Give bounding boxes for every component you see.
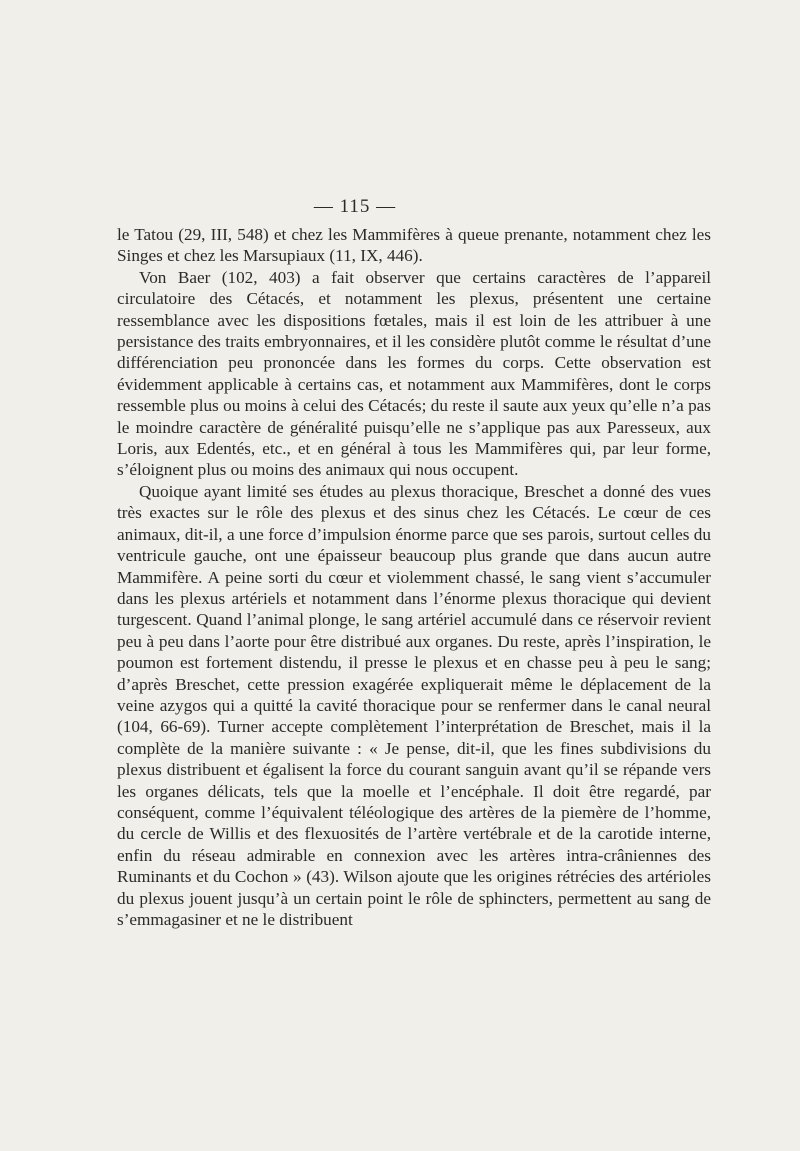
paragraph-von-baer: Von Baer (102, 403) a fait observer que certains caractères de l’appareil circulatoire des Cétacés, et notamment les plexus, présentent une certaine ressemblance avec les dispositions fœtales, mais il est loin de les attribuer à une persistance des traits embryonnaires, et il les considère plutôt comme le résultat d’une différenciation peu prononcée dans les formes du corps. Cette observation est évidemment applicable à certains cas, et notamment aux Mammifères, dont le corps ressemble plus ou moins à celui des Cétacés; du reste il saute aux yeux qu’elle n’a pas le moindre caractère de généralité puisqu’elle ne s’applique pas aux Paresseux, aux Loris, aux Edentés, etc., et en général à tous les Mammifères qui, par leur forme, s’éloignent plus ou moins des animaux qui nous occupent. (117, 267, 711, 480)
paragraph-continued: le Tatou (29, III, 548) et chez les Mammifères à queue prenante, notamment chez les Singes et chez les Marsupiaux (11, IX, 446). (117, 225, 711, 266)
page-number: — 115 — (313, 196, 397, 217)
body-text (117, 224, 711, 930)
paragraph-breschet: Quoique ayant limité ses études au plexus thoracique, Breschet a donné des vues très exactes sur le rôle des plexus et des sinus chez les Cétacés. Le cœur de ces animaux, dit-il, a une force d’impulsion énorme parce que ses parois, surtout celles du ventricule gauche, ont une épaisseur beaucoup plus grande que dans aucun autre Mammifère. A peine sorti du cœur et violemment chassé, le sang vient s’accumuler dans les plexus artériels et notamment dans l’énorme plexus thoracique qui devient turgescent. Quand l’animal plonge, le sang artériel accumulé dans ce réservoir revient peu à peu dans l’aorte pour être distribué aux organes. Du reste, après l’inspiration, le poumon est fortement distendu, il presse le plexus et en chasse peu à peu le sang; d’après Breschet, cette pression exagérée expliquerait même le déplacement de la veine azygos qui a quitté la cavité thoracique pour se renfermer dans le canal neural (104, 66-69). Turner accepte complètement l’interprétation de Breschet, mais il la complète de la manière suivante : « Je pense, dit-il, que les fines subdivisions du plexus distribuent et égalisent la force du courant sanguin avant qu’il se répande vers les organes délicats, tels que la moelle et l’encéphale. Il doit être regardé, par conséquent, comme l’équivalent téléologique des artères de la piemère de l’homme, du cercle de Willis et des flexuosités de l’artère vertébrale et de la carotide interne, enfin du réseau admirable en connexion avec les artères intra-crâniennes des Ruminants et du Cochon » (43). Wilson ajoute que les origines rétrécies des artérioles du plexus jouent jusqu’à un certain point le rôle de sphincters, permettent au sang de s’emmagasiner et ne le distribuent (117, 481, 711, 929)
